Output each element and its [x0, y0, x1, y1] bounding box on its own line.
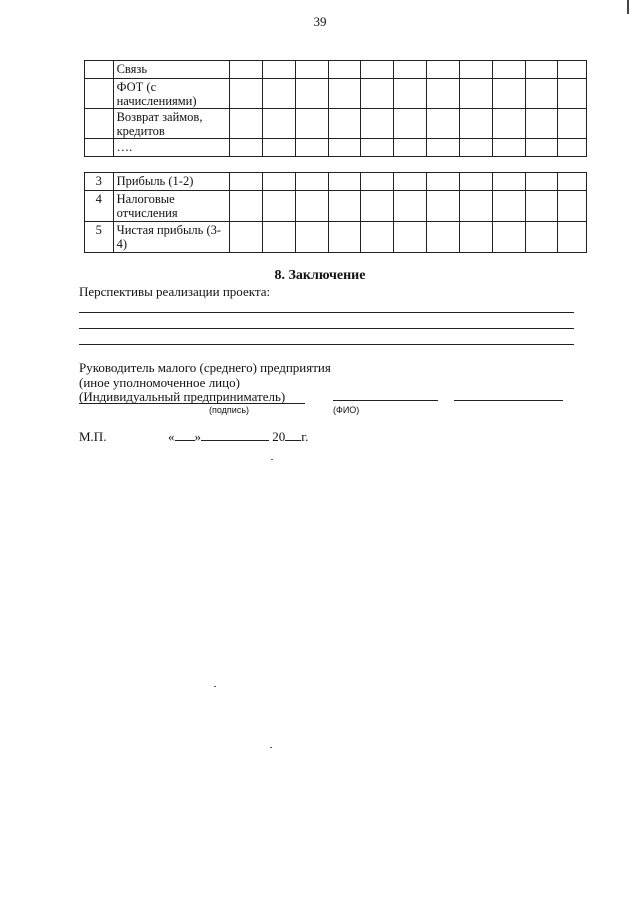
- century: 20: [272, 429, 286, 444]
- value-cell[interactable]: [328, 173, 361, 191]
- value-cell[interactable]: [262, 222, 295, 253]
- value-cell[interactable]: [459, 191, 492, 222]
- profit-table: [84, 172, 587, 253]
- value-cell[interactable]: [394, 109, 427, 139]
- value-cell[interactable]: [558, 79, 587, 109]
- row-number: [85, 61, 114, 79]
- value-cell[interactable]: [558, 191, 587, 222]
- value-cell[interactable]: [394, 222, 427, 253]
- value-cell[interactable]: [525, 139, 558, 157]
- signer-title-underline: [79, 403, 305, 404]
- value-cell[interactable]: [427, 61, 460, 79]
- row-label: Налоговые отчисления: [113, 191, 229, 222]
- perspectives-label: Перспективы реализации проекта:: [79, 284, 271, 299]
- row-label: Связь: [113, 61, 229, 79]
- value-cell[interactable]: [525, 191, 558, 222]
- scan-speck: [271, 459, 273, 460]
- scan-speck: [270, 747, 272, 748]
- value-cell[interactable]: [230, 109, 263, 139]
- answer-line[interactable]: [79, 344, 574, 345]
- value-cell[interactable]: [295, 79, 328, 109]
- value-cell[interactable]: [525, 79, 558, 109]
- value-cell[interactable]: [525, 109, 558, 139]
- page-number: 39: [313, 14, 327, 29]
- answer-line[interactable]: [79, 328, 574, 329]
- value-cell[interactable]: [394, 139, 427, 157]
- table-row: [85, 222, 587, 253]
- value-cell[interactable]: [459, 139, 492, 157]
- value-cell[interactable]: [427, 191, 460, 222]
- value-cell[interactable]: [361, 222, 394, 253]
- value-cell[interactable]: [492, 139, 525, 157]
- value-cell[interactable]: [492, 79, 525, 109]
- value-cell[interactable]: [230, 191, 263, 222]
- value-cell[interactable]: [295, 61, 328, 79]
- value-cell[interactable]: [558, 139, 587, 157]
- value-cell[interactable]: [427, 79, 460, 109]
- value-cell[interactable]: [558, 222, 587, 253]
- value-cell[interactable]: [492, 61, 525, 79]
- value-cell[interactable]: [427, 139, 460, 157]
- value-cell[interactable]: [492, 173, 525, 191]
- value-cell[interactable]: [427, 222, 460, 253]
- row-number: [85, 79, 114, 109]
- value-cell[interactable]: [295, 222, 328, 253]
- signature-field[interactable]: [333, 400, 438, 401]
- value-cell[interactable]: [328, 79, 361, 109]
- answer-line[interactable]: [79, 312, 574, 313]
- year-suffix: г.: [301, 429, 309, 444]
- stamp-place-label: М.П.: [79, 429, 107, 444]
- date-line: [168, 429, 308, 445]
- edge-mark: [627, 0, 629, 14]
- value-cell[interactable]: [394, 191, 427, 222]
- signature-caption: (подпись): [209, 405, 250, 415]
- value-cell[interactable]: [361, 79, 394, 109]
- value-cell[interactable]: [459, 79, 492, 109]
- value-cell[interactable]: [328, 191, 361, 222]
- value-cell[interactable]: [328, 139, 361, 157]
- name-field[interactable]: [454, 400, 563, 401]
- table-row: [85, 191, 587, 222]
- value-cell[interactable]: [459, 61, 492, 79]
- row-number: 5: [85, 222, 114, 253]
- value-cell[interactable]: [328, 61, 361, 79]
- value-cell[interactable]: [262, 61, 295, 79]
- table-row: [85, 61, 587, 79]
- value-cell[interactable]: [427, 173, 460, 191]
- month-field[interactable]: [201, 429, 269, 441]
- value-cell[interactable]: [328, 109, 361, 139]
- value-cell[interactable]: [459, 109, 492, 139]
- value-cell[interactable]: [361, 173, 394, 191]
- value-cell[interactable]: [427, 109, 460, 139]
- signer-title-line3: (Индивидуальный предприниматель): [79, 389, 286, 404]
- value-cell[interactable]: [295, 173, 328, 191]
- value-cell[interactable]: [262, 173, 295, 191]
- name-caption: (ФИО): [333, 405, 360, 415]
- row-label: ФОТ (с начислениями): [113, 79, 229, 109]
- value-cell[interactable]: [262, 79, 295, 109]
- value-cell[interactable]: [459, 222, 492, 253]
- value-cell[interactable]: [262, 139, 295, 157]
- value-cell[interactable]: [525, 222, 558, 253]
- value-cell[interactable]: [361, 109, 394, 139]
- day-field[interactable]: [175, 429, 195, 441]
- value-cell[interactable]: [558, 173, 587, 191]
- value-cell[interactable]: [492, 191, 525, 222]
- value-cell[interactable]: [230, 222, 263, 253]
- value-cell[interactable]: [230, 139, 263, 157]
- value-cell[interactable]: [328, 222, 361, 253]
- value-cell[interactable]: [492, 222, 525, 253]
- row-label: Возврат займов, кредитов: [113, 109, 229, 139]
- table-row: [85, 79, 587, 109]
- value-cell[interactable]: [361, 139, 394, 157]
- value-cell[interactable]: [230, 61, 263, 79]
- value-cell[interactable]: [558, 61, 587, 79]
- value-cell[interactable]: [394, 173, 427, 191]
- expenses-table: [84, 60, 587, 157]
- value-cell[interactable]: [492, 109, 525, 139]
- value-cell[interactable]: [295, 109, 328, 139]
- value-cell[interactable]: [558, 109, 587, 139]
- row-number: [85, 139, 114, 157]
- row-number: 3: [85, 173, 114, 191]
- value-cell[interactable]: [295, 191, 328, 222]
- value-cell[interactable]: [295, 139, 328, 157]
- quote-open: «: [168, 429, 175, 444]
- table-row: [85, 139, 587, 157]
- row-number: [85, 109, 114, 139]
- value-cell[interactable]: [459, 173, 492, 191]
- table-row: [85, 109, 587, 139]
- section-title: 8. Заключение: [274, 268, 366, 283]
- scan-speck: [214, 686, 216, 687]
- value-cell[interactable]: [394, 79, 427, 109]
- row-label: ….: [113, 139, 229, 157]
- value-cell[interactable]: [525, 173, 558, 191]
- quote-close: »: [194, 429, 201, 444]
- value-cell[interactable]: [394, 61, 427, 79]
- row-label: Прибыль (1-2): [113, 173, 229, 191]
- signer-title-line1: Руководитель малого (среднего) предприятия: [79, 360, 331, 375]
- row-label: Чистая прибыль (3-4): [113, 222, 229, 253]
- value-cell[interactable]: [361, 191, 394, 222]
- value-cell[interactable]: [525, 61, 558, 79]
- value-cell[interactable]: [262, 109, 295, 139]
- signer-title-line2: (иное уполномоченное лицо): [79, 375, 240, 390]
- row-number: 4: [85, 191, 114, 222]
- value-cell[interactable]: [230, 79, 263, 109]
- value-cell[interactable]: [230, 173, 263, 191]
- table-row: [85, 173, 587, 191]
- value-cell[interactable]: [262, 191, 295, 222]
- value-cell[interactable]: [361, 61, 394, 79]
- year-field[interactable]: [285, 429, 301, 441]
